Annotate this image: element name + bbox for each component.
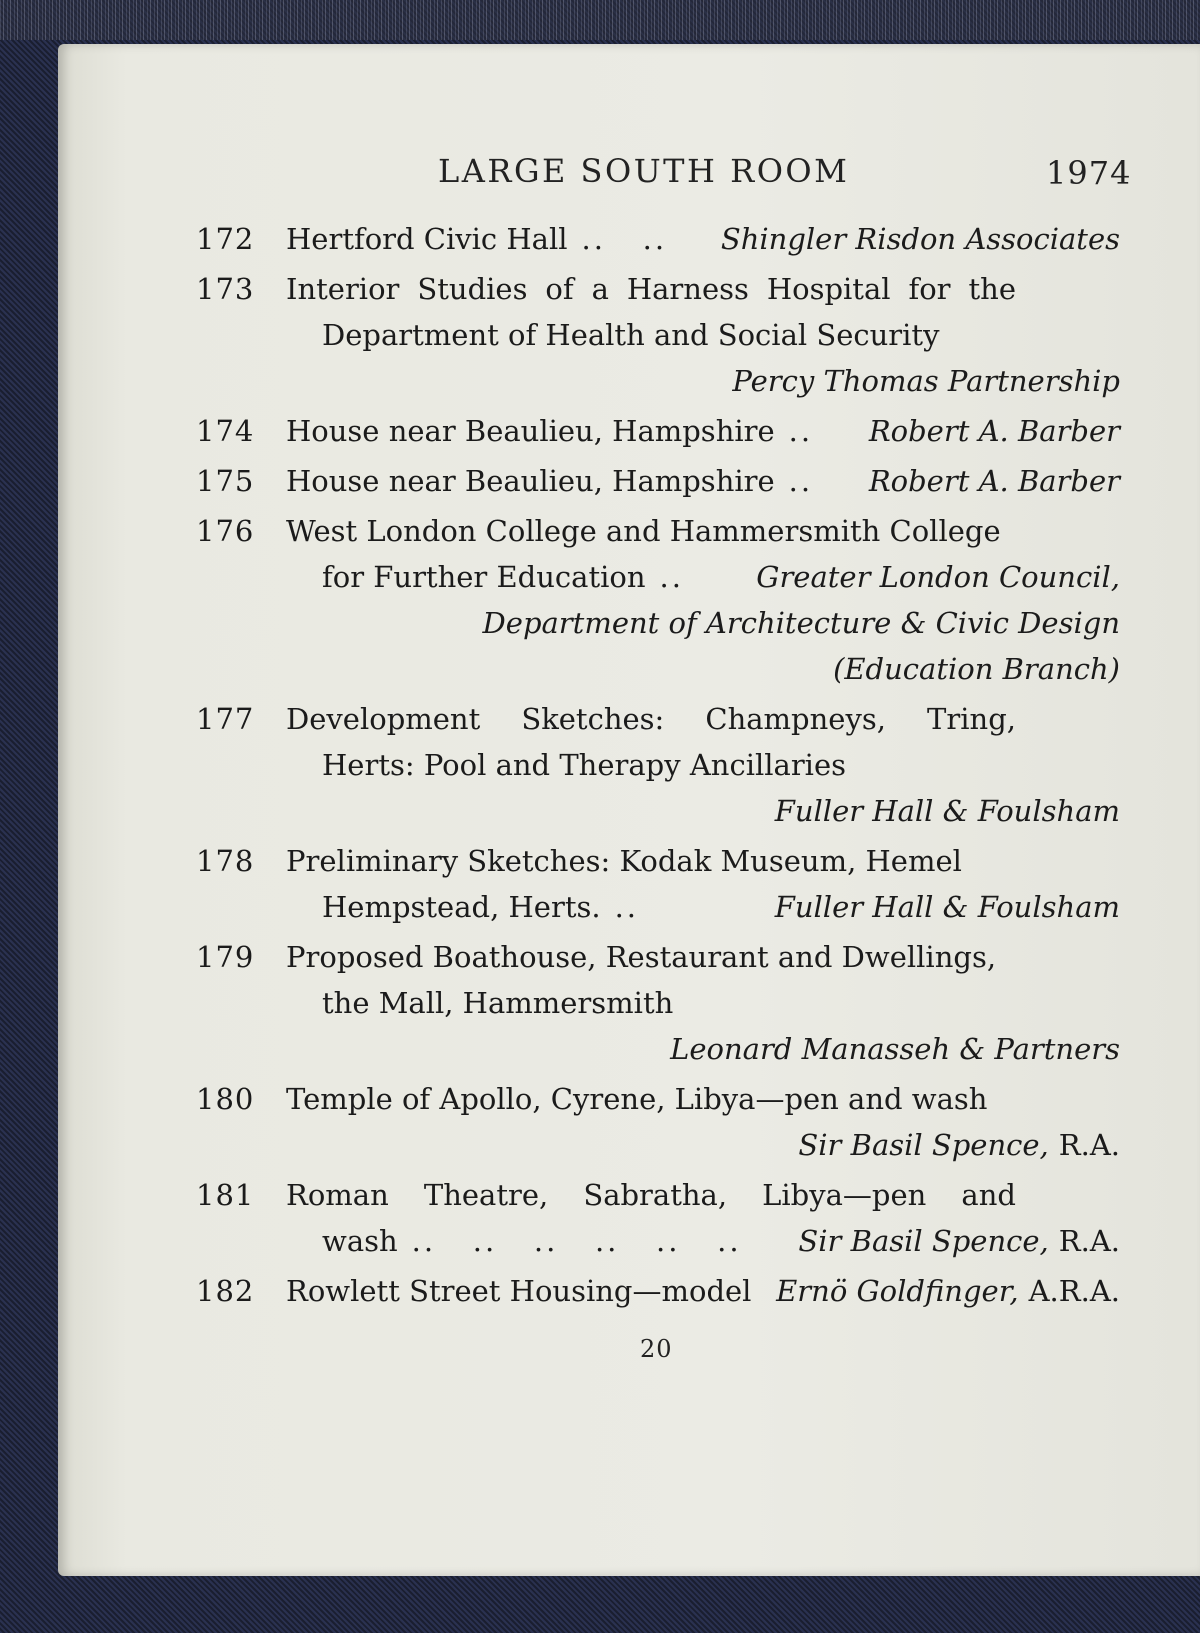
- entry-number: 174: [196, 414, 255, 448]
- entry-number: 172: [196, 222, 255, 256]
- leader-dots: ..: [788, 464, 814, 498]
- entry-word: the: [968, 272, 1016, 306]
- architect-name: Robert A. Barber: [868, 414, 1120, 448]
- entry-line: [196, 884, 1120, 930]
- entry-line: [196, 1268, 1120, 1314]
- entry-title: [286, 216, 667, 262]
- catalogue-entry: [196, 1268, 1120, 1318]
- entry-line: [196, 1122, 1120, 1168]
- entry-title-text: Temple of Apollo, Cyrene, Libya—pen and wash: [286, 1082, 988, 1116]
- entry-title-text: West London College and Hammersmith College: [286, 514, 1001, 548]
- entry-word: Libya—pen: [762, 1178, 927, 1212]
- entry-line: [196, 600, 1120, 646]
- honours: R.A.: [1058, 1224, 1120, 1258]
- entry-title-text: House near Beaulieu, Hampshire: [286, 414, 775, 448]
- entry-line: [196, 408, 1120, 454]
- entry-number: 178: [196, 844, 255, 878]
- architect-name: Fuller Hall & Foulsham: [774, 794, 1120, 828]
- entry-number: 176: [196, 514, 255, 548]
- architect: [869, 408, 1120, 454]
- architect: [756, 554, 1120, 600]
- entry-title-text: Hertford Civic Hall: [286, 222, 568, 256]
- running-header: [0, 152, 1200, 192]
- entry-title-text: Rowlett Street Housing—model: [286, 1274, 752, 1308]
- entry-title: [322, 312, 939, 358]
- architect: [776, 1268, 1120, 1314]
- entry-line: [196, 508, 1120, 554]
- catalogue-entry: [196, 1172, 1120, 1268]
- architect-name: Ernö Goldfinger,: [776, 1274, 1019, 1308]
- entry-title: [286, 266, 1016, 312]
- entry-word: for: [908, 272, 951, 306]
- architect: [869, 458, 1120, 504]
- entry-title-text: Herts: Pool and Therapy Ancillaries: [322, 748, 846, 782]
- architect: [721, 216, 1120, 262]
- entry-word: a: [591, 272, 609, 306]
- entry-line: [196, 216, 1120, 262]
- entry-line: [196, 696, 1120, 742]
- architect: [670, 1026, 1120, 1072]
- entry-number: 180: [196, 1082, 255, 1116]
- cover-edge: [0, 0, 1200, 40]
- entry-line: [196, 1076, 1120, 1122]
- entry-title: [286, 696, 1016, 742]
- catalogue-entry: [196, 458, 1120, 508]
- entry-word: Roman: [286, 1178, 389, 1212]
- catalogue-entry: [196, 508, 1120, 696]
- entry-title-text: Department of Health and Social Security: [322, 318, 940, 352]
- catalogue-entry: [196, 216, 1120, 266]
- year: 1974: [1046, 154, 1132, 192]
- entry-title: [286, 838, 962, 884]
- entry-line: [196, 1172, 1120, 1218]
- page-number: 20: [640, 1335, 673, 1363]
- architect-name: Fuller Hall & Foulsham: [774, 890, 1120, 924]
- entry-word: Sketches:: [521, 702, 665, 736]
- entry-title: [322, 554, 684, 600]
- entry-number: 179: [196, 940, 255, 974]
- architect: [775, 788, 1120, 834]
- entry-title: [286, 1268, 751, 1314]
- entry-word: Harness: [626, 272, 749, 306]
- architect-name: Sir Basil Spence,: [798, 1128, 1049, 1162]
- entry-word: Tring,: [927, 702, 1016, 736]
- entry-number: 181: [196, 1178, 255, 1212]
- catalogue-entry: [196, 1076, 1120, 1172]
- entry-number: 175: [196, 464, 255, 498]
- entry-title-text: Proposed Boathouse, Restaurant and Dwellings,: [286, 940, 997, 974]
- entry-word: Champneys,: [705, 702, 886, 736]
- entry-line: [196, 266, 1120, 312]
- entry-word: Theatre,: [423, 1178, 549, 1212]
- entry-number: 182: [196, 1274, 255, 1308]
- entry-title-text: the Mall, Hammersmith: [322, 986, 674, 1020]
- entry-word: Hospital: [766, 272, 891, 306]
- entry-title-text: Preliminary Sketches: Kodak Museum, Hemel: [286, 844, 962, 878]
- entry-word: Sabratha,: [583, 1178, 728, 1212]
- entry-line: [196, 838, 1120, 884]
- catalogue-entry: [196, 408, 1120, 458]
- catalogue-entry: [196, 696, 1120, 838]
- entry-title: [286, 934, 996, 980]
- entry-title-text: Hempstead, Herts.: [322, 890, 601, 924]
- entry-word: Interior: [286, 272, 400, 306]
- architect-name: Greater London Council,: [756, 560, 1120, 594]
- entry-title: [322, 980, 673, 1026]
- leader-dots: .. ..: [581, 222, 668, 256]
- entry-title: [286, 1172, 1016, 1218]
- architect-name: Leonard Manasseh & Partners: [670, 1032, 1120, 1066]
- entry-title: [286, 508, 1001, 554]
- architect-name: Shingler Risdon Associates: [720, 222, 1120, 256]
- entry-title-text: House near Beaulieu, Hampshire: [286, 464, 775, 498]
- leader-dots: ..: [788, 414, 814, 448]
- entry-number: 177: [196, 702, 255, 736]
- entry-word: Development: [286, 702, 481, 736]
- leader-dots: ..: [614, 890, 640, 924]
- architect: [483, 600, 1120, 646]
- entry-line: [196, 312, 1120, 358]
- architect: [775, 884, 1120, 930]
- architect-name: Sir Basil Spence,: [798, 1224, 1049, 1258]
- entry-word: of: [545, 272, 574, 306]
- entry-word: and: [961, 1178, 1016, 1212]
- entry-line: [196, 554, 1120, 600]
- leader-dots: .. .. .. .. .. ..: [411, 1224, 742, 1258]
- entry-title: [322, 884, 639, 930]
- honours: R.A.: [1058, 1128, 1120, 1162]
- entry-title-text: for Further Education: [322, 560, 646, 594]
- entry-word: Studies: [417, 272, 528, 306]
- entry-line: [196, 934, 1120, 980]
- entry-line: [196, 1026, 1120, 1072]
- entry-line: [196, 646, 1120, 692]
- leader-dots: ..: [659, 560, 684, 594]
- entry-title: [322, 1218, 742, 1264]
- entry-line: [196, 1218, 1120, 1264]
- architect-name: Percy Thomas Partnership: [732, 364, 1120, 398]
- entry-title-text: wash: [322, 1224, 398, 1258]
- entry-number: 173: [196, 272, 255, 306]
- entry-line: [196, 742, 1120, 788]
- architect-name: Department of Architecture & Civic Design: [482, 606, 1120, 640]
- entry-line: [196, 358, 1120, 404]
- architect-name: Robert A. Barber: [868, 464, 1120, 498]
- entry-line: [196, 980, 1120, 1026]
- architect: [833, 646, 1120, 692]
- catalogue-entry: [196, 934, 1120, 1076]
- architect: [798, 1122, 1120, 1168]
- architect: [798, 1218, 1120, 1264]
- entry-title: [286, 408, 813, 454]
- architect-name: (Education Branch): [833, 652, 1120, 686]
- entry-title: [322, 742, 846, 788]
- room-title: LARGE SOUTH ROOM: [438, 152, 850, 190]
- entry-line: [196, 458, 1120, 504]
- entry-title: [286, 458, 813, 504]
- catalogue-entries: [196, 216, 1120, 1318]
- architect: [732, 358, 1120, 404]
- entry-title: [286, 1076, 987, 1122]
- catalogue-entry: [196, 838, 1120, 934]
- catalogue-entry: [196, 266, 1120, 408]
- honours: A.R.A.: [1028, 1274, 1120, 1308]
- entry-line: [196, 788, 1120, 834]
